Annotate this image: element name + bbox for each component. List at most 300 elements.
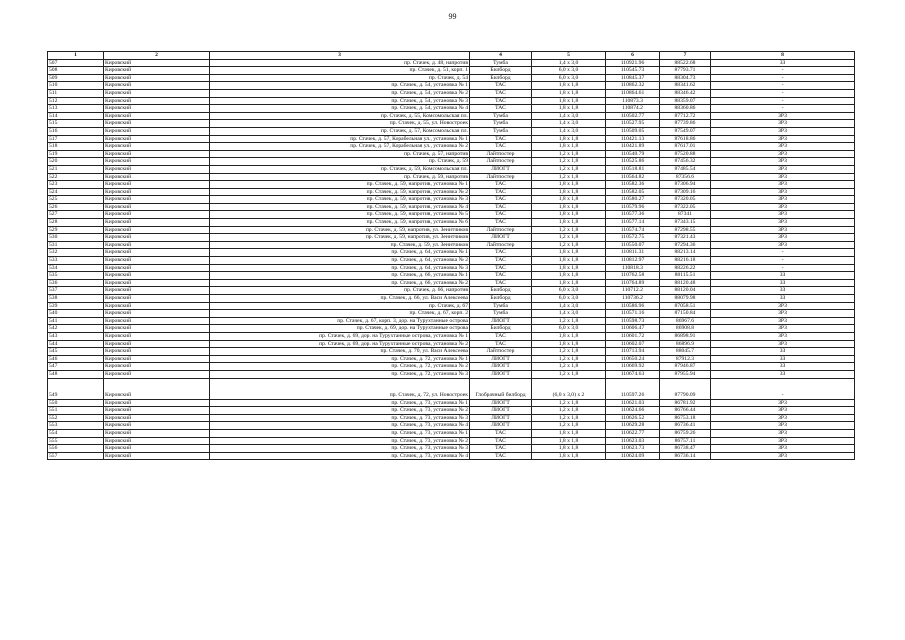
construction-type-cell: ЛИОГТ: [470, 363, 532, 371]
table-row: [48, 317, 855, 325]
zone-cell: ЗЗ: [711, 355, 855, 363]
row-number-cell: 524: [48, 188, 104, 196]
coord-x-cell: 110572.75: [606, 234, 660, 242]
table-row: [48, 302, 855, 310]
coord-y-cell: 87150.84: [660, 310, 711, 318]
construction-type-cell: ТАС: [470, 105, 532, 113]
construction-type-cell: Тумба: [470, 302, 532, 310]
coord-x-cell: 110669.92: [606, 363, 660, 371]
size-cell: 1,8 x 1,8: [532, 82, 606, 90]
zone-cell: ЗРЗ: [711, 325, 855, 333]
address-cell: пр. Стачек, д. 72, ул. Новостроек: [210, 378, 470, 399]
register-table: [47, 51, 855, 460]
size-cell: 1,8 x 1,8: [532, 188, 606, 196]
coord-x-cell: 110623.73: [606, 445, 660, 453]
size-cell: 6,0 x 3,0: [532, 287, 606, 295]
size-cell: 1,8 x 1,8: [532, 97, 606, 105]
zone-cell: -: [711, 257, 855, 265]
address-cell: пр. Стачек, д. 67, корп. 3, дор. на Турухтанные острова: [210, 317, 470, 325]
district-cell: Кировский: [104, 325, 210, 333]
coord-x-cell: 110518.81: [606, 165, 660, 173]
construction-type-cell: Тумба: [470, 59, 532, 67]
construction-type-cell: ТАС: [470, 452, 532, 460]
zone-cell: -: [711, 249, 855, 257]
size-cell: 1,8 x 1,8: [532, 196, 606, 204]
size-cell: 1,8 x 1,8: [532, 340, 606, 348]
coord-x-cell: 110811.31: [606, 249, 660, 257]
coord-x-cell: 110545.73: [606, 67, 660, 75]
zone-cell: ЗРЗ: [711, 302, 855, 310]
table-row: [48, 445, 855, 453]
row-number-cell: 525: [48, 196, 104, 204]
size-cell: 1,2 x 1,8: [532, 422, 606, 430]
zone-cell: -: [711, 82, 855, 90]
row-number-cell: 520: [48, 158, 104, 166]
construction-type-cell: Лайтпостер: [470, 348, 532, 356]
size-cell: 1,2 x 1,8: [532, 399, 606, 407]
coord-x-cell: 110874.2: [606, 105, 660, 113]
district-cell: Кировский: [104, 165, 210, 173]
coord-y-cell: 87946.87: [660, 363, 711, 371]
row-number-cell: 512: [48, 97, 104, 105]
coord-x-cell: 110527.95: [606, 120, 660, 128]
table-row: [48, 378, 855, 399]
zone-cell: ЗРЗ: [711, 310, 855, 318]
coord-x-cell: 110624.09: [606, 452, 660, 460]
table-row: [48, 279, 855, 287]
address-cell: пр. Стачек, д. 66, напротив: [210, 287, 470, 295]
row-number-cell: 541: [48, 317, 104, 325]
construction-type-cell: ТАС: [470, 135, 532, 143]
coord-x-cell: 110845.37: [606, 74, 660, 82]
zone-cell: ЗРЗ: [711, 165, 855, 173]
coord-y-cell: 87322.05: [660, 203, 711, 211]
construction-type-cell: Билборд: [470, 325, 532, 333]
zone-cell: ЗРЗ: [711, 332, 855, 340]
row-number-cell: 531: [48, 241, 104, 249]
construction-type-cell: Лайтпостер: [470, 241, 532, 249]
row-number-cell: 508: [48, 67, 104, 75]
coord-x-cell: 110550.07: [606, 241, 660, 249]
address-cell: пр. Стачек, д. 64, установка № 3: [210, 264, 470, 272]
coord-y-cell: 87320.05: [660, 196, 711, 204]
zone-cell: ЗЗ: [711, 363, 855, 371]
zone-cell: ЗЗ: [711, 272, 855, 280]
size-cell: 1,2 x 1,8: [532, 158, 606, 166]
coord-y-cell: 88346.42: [660, 89, 711, 97]
zone-cell: ЗЗ: [711, 370, 855, 378]
coord-y-cell: 88045.7: [660, 348, 711, 356]
address-cell: пр. Стачек, д. 70, ул. Васи Алексеева: [210, 348, 470, 356]
construction-type-cell: Билборд: [470, 74, 532, 82]
construction-type-cell: ТАС: [470, 279, 532, 287]
coord-x-cell: 110571.16: [606, 310, 660, 318]
table-row: [48, 422, 855, 430]
size-cell: 1,8 x 1,8: [532, 279, 606, 287]
address-cell: пр. Стачек, д. 51, корп. 1: [210, 67, 470, 75]
zone-cell: -: [711, 105, 855, 113]
district-cell: Кировский: [104, 135, 210, 143]
zone-cell: ЗРЗ: [711, 112, 855, 120]
district-cell: Кировский: [104, 181, 210, 189]
district-cell: Кировский: [104, 317, 210, 325]
district-cell: Кировский: [104, 257, 210, 265]
district-cell: Кировский: [104, 226, 210, 234]
construction-type-cell: ТАС: [470, 203, 532, 211]
address-cell: пр. Стачек, д. 64, установка № 1: [210, 249, 470, 257]
district-cell: Кировский: [104, 211, 210, 219]
coord-x-cell: 110525.86: [606, 158, 660, 166]
address-cell: пр. Стачек, д. 66, установка № 2: [210, 279, 470, 287]
coord-y-cell: 88341.62: [660, 82, 711, 90]
row-number-cell: 546: [48, 355, 104, 363]
construction-type-cell: Билборд: [470, 287, 532, 295]
construction-type-cell: Лайтпостер: [470, 173, 532, 181]
size-cell: 1,8 x 1,8: [532, 429, 606, 437]
construction-type-cell: ТАС: [470, 257, 532, 265]
table-row: [48, 348, 855, 356]
district-cell: Кировский: [104, 429, 210, 437]
zone-cell: ЗЗ: [711, 279, 855, 287]
header-cell: 7: [660, 52, 711, 60]
district-cell: Кировский: [104, 414, 210, 422]
address-cell: пр. Стачек, д. 59, Комсомольская пл.: [210, 165, 470, 173]
construction-type-cell: Тумба: [470, 127, 532, 135]
table-row: [48, 332, 855, 340]
coord-y-cell: 88304.73: [660, 74, 711, 82]
district-cell: Кировский: [104, 150, 210, 158]
size-cell: 1,8 x 1,8: [532, 437, 606, 445]
size-cell: 1,8 x 1,8: [532, 181, 606, 189]
construction-type-cell: ТАС: [470, 445, 532, 453]
coord-y-cell: 88213.14: [660, 249, 711, 257]
coord-y-cell: 87793.71: [660, 67, 711, 75]
coord-y-cell: 86753.18: [660, 414, 711, 422]
coord-x-cell: 110502.77: [606, 112, 660, 120]
construction-type-cell: ЛИОГТ: [470, 422, 532, 430]
row-number-cell: 534: [48, 264, 104, 272]
coord-y-cell: 87356.6: [660, 173, 711, 181]
row-number-cell: 547: [48, 363, 104, 371]
address-cell: пр. Стачек, д. 69, дор. на Турухтанные острова: [210, 325, 470, 333]
construction-type-cell: ТАС: [470, 332, 532, 340]
zone-cell: ЗРЗ: [711, 437, 855, 445]
row-number-cell: 507: [48, 59, 104, 67]
row-number-cell: 516: [48, 127, 104, 135]
table-row: [48, 127, 855, 135]
coord-x-cell: 110582.05: [606, 188, 660, 196]
coord-y-cell: 88522.68: [660, 59, 711, 67]
construction-type-cell: ТАС: [470, 188, 532, 196]
construction-type-cell: ТАС: [470, 219, 532, 227]
size-cell: (6,0 x 3,0) x 2: [532, 378, 606, 399]
row-number-cell: 557: [48, 452, 104, 460]
coord-y-cell: 87739.86: [660, 120, 711, 128]
construction-type-cell: ЛИОГТ: [470, 370, 532, 378]
address-cell: пр. Стачек, д. 59, напротив, установка № 2: [210, 188, 470, 196]
row-number-cell: 536: [48, 279, 104, 287]
zone-cell: ЗРЗ: [711, 127, 855, 135]
table-row: [48, 437, 855, 445]
district-cell: Кировский: [104, 82, 210, 90]
coord-x-cell: 110580.27: [606, 196, 660, 204]
table-row: [48, 89, 855, 97]
table-row: [48, 355, 855, 363]
coord-y-cell: 87485.54: [660, 165, 711, 173]
district-cell: Кировский: [104, 348, 210, 356]
construction-type-cell: ТАС: [470, 272, 532, 280]
coord-x-cell: 110579.96: [606, 203, 660, 211]
address-cell: пр. Стачек, д. 59, напротив, установка № 4: [210, 203, 470, 211]
district-cell: Кировский: [104, 279, 210, 287]
coord-x-cell: 110921.96: [606, 59, 660, 67]
size-cell: 1,2 x 1,8: [532, 348, 606, 356]
address-cell: пр. Стачек, д. 54, установка № 1: [210, 82, 470, 90]
size-cell: 1,4 x 3,0: [532, 127, 606, 135]
address-cell: пр. Стачек, д. 67, корп. 2: [210, 310, 470, 318]
address-cell: пр. Стачек, д. 57, Корабельная ул., установка № 2: [210, 143, 470, 151]
zone-cell: ЗРЗ: [711, 422, 855, 430]
district-cell: Кировский: [104, 196, 210, 204]
table-row: [48, 429, 855, 437]
zone-cell: ЗЗ: [711, 287, 855, 295]
coord-x-cell: 110713.94: [606, 348, 660, 356]
district-cell: Кировский: [104, 97, 210, 105]
coord-y-cell: 88079.98: [660, 295, 711, 303]
table-row: [48, 370, 855, 378]
district-cell: Кировский: [104, 112, 210, 120]
coord-y-cell: 88120.48: [660, 279, 711, 287]
coord-x-cell: 110421.89: [606, 143, 660, 151]
construction-type-cell: ТАС: [470, 211, 532, 219]
construction-type-cell: Лайтпостер: [470, 150, 532, 158]
row-number-cell: 518: [48, 143, 104, 151]
row-number-cell: 543: [48, 332, 104, 340]
table-row: [48, 135, 855, 143]
size-cell: 1,8 x 1,8: [532, 89, 606, 97]
table-row: [48, 226, 855, 234]
table-row: [48, 363, 855, 371]
address-cell: пр. Стачек, д. 72, установка № 2: [210, 363, 470, 371]
size-cell: 1,2 x 1,8: [532, 355, 606, 363]
size-cell: 6,0 x 3,0: [532, 295, 606, 303]
zone-cell: ЗРЗ: [711, 452, 855, 460]
district-cell: Кировский: [104, 74, 210, 82]
district-cell: Кировский: [104, 59, 210, 67]
construction-type-cell: ТАС: [470, 340, 532, 348]
coord-y-cell: 87456.32: [660, 158, 711, 166]
district-cell: Кировский: [104, 234, 210, 242]
coord-y-cell: 88115.51: [660, 272, 711, 280]
zone-cell: ЗРЗ: [711, 399, 855, 407]
size-cell: 1,2 x 1,8: [532, 165, 606, 173]
zone-cell: ЗЗ: [711, 59, 855, 67]
coord-y-cell: 87341: [660, 211, 711, 219]
address-cell: пр. Стачек, д. 59: [210, 158, 470, 166]
coord-x-cell: 110736.2: [606, 295, 660, 303]
district-cell: Кировский: [104, 272, 210, 280]
table-row: [48, 452, 855, 460]
address-cell: пр. Стачек, д. 57, Корабельная ул., установка № 1: [210, 135, 470, 143]
coord-x-cell: 110540.79: [606, 150, 660, 158]
size-cell: 1,2 x 1,8: [532, 363, 606, 371]
district-cell: Кировский: [104, 241, 210, 249]
construction-type-cell: ТАС: [470, 429, 532, 437]
zone-cell: ЗРЗ: [711, 241, 855, 249]
table-row: [48, 181, 855, 189]
district-cell: Кировский: [104, 173, 210, 181]
row-number-cell: 528: [48, 219, 104, 227]
coord-y-cell: 86967.6: [660, 317, 711, 325]
size-cell: 1,4 x 3,0: [532, 112, 606, 120]
coord-y-cell: 87058.51: [660, 302, 711, 310]
coord-y-cell: 88226.22: [660, 264, 711, 272]
coord-y-cell: 87321.43: [660, 234, 711, 242]
row-number-cell: 526: [48, 203, 104, 211]
coord-y-cell: 86898.91: [660, 332, 711, 340]
coord-y-cell: 88216.18: [660, 257, 711, 265]
address-cell: пр. Стачек, д. 73, установка № 4: [210, 422, 470, 430]
table-row: [48, 249, 855, 257]
zone-cell: ЗРЗ: [711, 158, 855, 166]
address-cell: пр. Стачек, д. 59, напротив, установка № 6: [210, 219, 470, 227]
coord-y-cell: 87618.86: [660, 135, 711, 143]
zone-cell: ЗРЗ: [711, 445, 855, 453]
table-row: [48, 188, 855, 196]
coord-y-cell: 87520.88: [660, 150, 711, 158]
construction-type-cell: Лайтпостер: [470, 158, 532, 166]
address-cell: пр. Стачек, д. 55, Комсомольская пл.: [210, 112, 470, 120]
coord-y-cell: 86766.44: [660, 407, 711, 415]
district-cell: Кировский: [104, 302, 210, 310]
district-cell: Кировский: [104, 452, 210, 460]
coord-y-cell: 87617.01: [660, 143, 711, 151]
coord-x-cell: 110606.47: [606, 325, 660, 333]
construction-type-cell: ТАС: [470, 196, 532, 204]
zone-cell: ЗРЗ: [711, 234, 855, 242]
zone-cell: ЗРЗ: [711, 407, 855, 415]
zone-cell: ЗРЗ: [711, 150, 855, 158]
address-cell: пр. Стачек, д. 66, установка № 1: [210, 272, 470, 280]
address-cell: пр. Стачек, д. 59, напротив, установка № 3: [210, 196, 470, 204]
address-cell: пр. Стачек, д. 54, установка № 4: [210, 105, 470, 113]
row-number-cell: 527: [48, 211, 104, 219]
coord-y-cell: 88120.04: [660, 287, 711, 295]
zone-cell: ЗРЗ: [711, 135, 855, 143]
size-cell: 1,8 x 1,8: [532, 264, 606, 272]
row-number-cell: 509: [48, 74, 104, 82]
coord-y-cell: 86896.9: [660, 340, 711, 348]
table-row: [48, 407, 855, 415]
zone-cell: ЗРЗ: [711, 340, 855, 348]
size-cell: 6,0 x 3,0: [532, 67, 606, 75]
row-number-cell: 554: [48, 429, 104, 437]
coord-y-cell: 87912.3: [660, 355, 711, 363]
coord-y-cell: 87294.36: [660, 241, 711, 249]
size-cell: 1,2 x 1,8: [532, 370, 606, 378]
district-cell: Кировский: [104, 89, 210, 97]
row-number-cell: 522: [48, 173, 104, 181]
table-row: [48, 74, 855, 82]
size-cell: 1,8 x 1,8: [532, 211, 606, 219]
header-cell: 5: [532, 52, 606, 60]
coord-x-cell: 110577.36: [606, 211, 660, 219]
coord-y-cell: 87955.94: [660, 370, 711, 378]
coord-y-cell: 88360.86: [660, 105, 711, 113]
zone-cell: ЗРЗ: [711, 211, 855, 219]
row-number-cell: 556: [48, 445, 104, 453]
row-number-cell: 533: [48, 257, 104, 265]
construction-type-cell: ТАС: [470, 82, 532, 90]
district-cell: Кировский: [104, 445, 210, 453]
header-cell: 4: [470, 52, 532, 60]
district-cell: Кировский: [104, 143, 210, 151]
address-cell: пр. Стачек, д. 48, напротив: [210, 59, 470, 67]
row-number-cell: 538: [48, 295, 104, 303]
size-cell: 1,2 x 1,8: [532, 241, 606, 249]
address-cell: пр. Стачек, д. 67: [210, 302, 470, 310]
coord-y-cell: 87343.15: [660, 219, 711, 227]
table-row: [48, 82, 855, 90]
row-number-cell: 545: [48, 348, 104, 356]
address-cell: пр. Стачек, д. 66, ул. Васи Алексеева: [210, 295, 470, 303]
table-row: [48, 105, 855, 113]
address-cell: пр. Стачек, д. 72, установка № 1: [210, 355, 470, 363]
construction-type-cell: Билборд: [470, 67, 532, 75]
district-cell: Кировский: [104, 203, 210, 211]
coord-y-cell: 86736.41: [660, 422, 711, 430]
row-number-cell: 519: [48, 150, 104, 158]
address-cell: пр. Стачек, д. 73, установка № 3: [210, 414, 470, 422]
zone-cell: -: [711, 378, 855, 399]
coord-y-cell: 88359.07: [660, 97, 711, 105]
district-cell: Кировский: [104, 437, 210, 445]
coord-x-cell: 110564.82: [606, 173, 660, 181]
table-row: [48, 67, 855, 75]
zone-cell: -: [711, 97, 855, 105]
district-cell: Кировский: [104, 120, 210, 128]
coord-x-cell: 110621.03: [606, 399, 660, 407]
row-number-cell: 532: [48, 249, 104, 257]
zone-cell: ЗРЗ: [711, 143, 855, 151]
zone-cell: ЗРЗ: [711, 203, 855, 211]
construction-type-cell: ЛИОГТ: [470, 399, 532, 407]
address-cell: пр. Стачек, д. 59, напротив: [210, 173, 470, 181]
table-row: [48, 196, 855, 204]
construction-type-cell: Тумба: [470, 120, 532, 128]
district-cell: Кировский: [104, 287, 210, 295]
district-cell: Кировский: [104, 295, 210, 303]
zone-cell: ЗЗ: [711, 295, 855, 303]
coord-y-cell: 86908.8: [660, 325, 711, 333]
row-number-cell: 523: [48, 181, 104, 189]
header-cell: 8: [711, 52, 855, 60]
coord-x-cell: 110598.73: [606, 317, 660, 325]
table-row: [48, 264, 855, 272]
address-cell: пр. Стачек, д. 54: [210, 74, 470, 82]
coord-x-cell: 110597.26: [606, 378, 660, 399]
size-cell: 1,8 x 1,8: [532, 332, 606, 340]
zone-cell: -: [711, 89, 855, 97]
coord-y-cell: 87712.72: [660, 112, 711, 120]
coord-x-cell: 110712.2: [606, 287, 660, 295]
construction-type-cell: ТАС: [470, 143, 532, 151]
size-cell: 1,8 x 1,8: [532, 105, 606, 113]
address-cell: пр. Стачек, д. 54, установка № 3: [210, 97, 470, 105]
coord-y-cell: 87790.09: [660, 378, 711, 399]
row-number-cell: 517: [48, 135, 104, 143]
construction-type-cell: ТАС: [470, 89, 532, 97]
